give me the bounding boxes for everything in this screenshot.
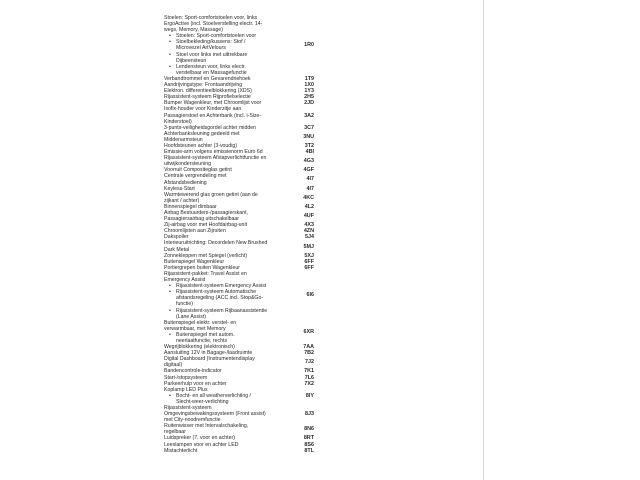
option-sub-item — [164, 393, 292, 405]
page-right-border — [483, 0, 484, 480]
option-description: Digital Dashboard (Instrumentendisplay digitaal) — [164, 356, 255, 369]
option-row — [164, 448, 314, 454]
option-code: 3C7 — [304, 124, 314, 131]
option-code: 5J4 — [305, 234, 314, 241]
option-row — [164, 320, 314, 344]
option-sub-item-text: Rijassistent-systeem Rijbaanassistentie (Lane Assist) — [176, 307, 268, 320]
option-code: 4GF — [303, 167, 314, 174]
option-row — [164, 405, 314, 423]
option-description: Hoofdsteunen achter (3-voudig) — [164, 142, 237, 149]
option-code: 7L6 — [304, 374, 314, 381]
option-description: Buitenspiegel Wagenkleur — [164, 258, 225, 265]
option-description: 3-punts-veiligheidsgordel achter midden — [164, 124, 256, 131]
option-code: 4I7 — [306, 176, 314, 183]
option-description: Rijassistent-systeem Omgevingsbewakingssysteem (Front assist) met City-noodremfunctie — [164, 405, 266, 424]
option-description: Bumper Wagenkleur, met Chroomlijst voor — [164, 100, 262, 107]
option-description: Voorruit Compositeglas getint — [164, 167, 232, 174]
option-code: 4L2 — [304, 203, 314, 210]
option-row — [164, 131, 314, 143]
option-code: 8J3 — [305, 411, 314, 418]
option-row — [164, 15, 314, 76]
option-description: Zonnekleppen met Spiegel (verlicht) — [164, 252, 248, 259]
option-description: Emissie-arm volgens emissienorm Euro 6d — [164, 149, 263, 156]
option-description: Buitenspiegel elektr. verstel- en verwarmbaar, met Memory — [164, 319, 237, 332]
option-sub-item — [164, 39, 292, 51]
option-description: Chroomlijsten aan Zijruiten — [164, 228, 226, 235]
option-description: Parkeerhulp voor en achter — [164, 380, 227, 387]
option-description: Verbandtrommel en Gevarendriehoek — [164, 75, 251, 82]
option-code: 1Y3 — [304, 88, 314, 95]
option-code: 4X3 — [304, 222, 314, 229]
option-code: 8IY — [305, 392, 314, 399]
option-sub-item-text: Bocht- en all weatherverlichting / Slecht-weer-verlichting — [176, 392, 251, 405]
option-description: Koplamp LED Plus — [164, 386, 208, 393]
option-sub-item-text: Stoelbekleding/kussens: Stof / Microvezel ArtVelours — [176, 39, 246, 52]
option-sub-item — [164, 332, 292, 344]
option-description: Dakspoiler — [164, 234, 189, 241]
option-code: 4UF — [303, 213, 314, 220]
option-sub-item — [164, 308, 292, 320]
option-sub-item-text: Stoelen: Sport-comfortstoelen voor — [176, 33, 257, 40]
bullet-icon: • — [169, 283, 171, 290]
option-description: Warmtewerend glas groen getint (aan de zijkant / achter) — [164, 191, 258, 204]
option-code: 8TL — [304, 447, 314, 454]
option-code: 7J2 — [305, 359, 314, 366]
option-description: Isofix-houder voor Kinderzitje aan Passagierstoel en Achterbank (incl. i-Size- Kinderstoel) — [164, 106, 262, 125]
option-sub-item-text: Rijassistent-systeem Emergency Assist — [176, 283, 267, 290]
option-code: 4BI — [305, 149, 314, 156]
option-code: 4G3 — [303, 158, 314, 165]
option-description: Aansluiting 12V in Bagage-/laadruimte — [164, 350, 253, 357]
bullet-icon: • — [169, 307, 171, 314]
option-sub-item — [164, 64, 292, 76]
option-code: 8S6 — [304, 441, 314, 448]
option-sub-item — [164, 289, 292, 307]
option-description: Mistachterlicht — [164, 447, 198, 454]
option-row — [164, 210, 314, 222]
option-code: 7AA — [303, 344, 314, 351]
option-description: Achterbanksleuning gedeeld met Middenarmsteun — [164, 130, 240, 143]
option-description: Stoelen: Sport-comfortstoelen voor, links ErgoActive (incl. Stoelverstelling electr. 14- wegs, Memory, Massage) — [164, 15, 263, 34]
option-code: 8RT — [303, 435, 314, 442]
option-description: Centrale vergrendeling met Afstandsbediening — [164, 173, 227, 186]
option-code: 4ZN — [303, 228, 314, 235]
option-code: 3NU — [303, 133, 314, 140]
option-code: 5XJ — [304, 252, 314, 259]
option-row — [164, 192, 314, 204]
option-code: 1R0 — [304, 42, 314, 49]
option-description: Rijassistent-pakket: Travel Assist en Emergency Assist — [164, 270, 247, 284]
option-code: 2JD — [304, 100, 314, 107]
option-code: 3T2 — [304, 142, 314, 149]
options-list — [164, 15, 314, 454]
option-code: 4I7 — [306, 185, 314, 192]
option-code: 6XR — [303, 328, 314, 335]
option-description: Aandrijvingstype: Frontaandrijving — [164, 82, 243, 89]
option-code: 3A2 — [304, 112, 314, 119]
option-description: Luidspreker (7, voor en achter) — [164, 435, 235, 442]
bullet-icon: • — [169, 51, 171, 58]
option-row — [164, 106, 314, 124]
option-description: Interieuruitrichting: Decordelen New Brushed Dark Metal — [164, 240, 268, 253]
option-code: 5MJ — [303, 243, 314, 250]
bullet-icon: • — [169, 331, 171, 338]
option-description: Keyless-Start — [164, 185, 195, 192]
option-description: Leeslampen voor en achter LED — [164, 441, 239, 448]
option-sub-item — [164, 52, 292, 64]
option-description: Binnenspiegel dimbaar — [164, 203, 217, 210]
option-code: 7K1 — [304, 368, 314, 375]
option-description: Ruitenwisser met Intervalschakeling, regelbaar — [164, 423, 249, 436]
option-row — [164, 387, 314, 405]
option-description: Elektron. differentieelblokkering (XDS) — [164, 88, 252, 95]
option-description: Airbag Bestuurders-/passagierskant, Passagiersairbag uitschakelbaar — [164, 210, 248, 223]
option-code: 7X2 — [304, 380, 314, 387]
option-description: Rijassistent-systeem Rijprofielselectie — [164, 94, 251, 101]
option-code: 2H5 — [304, 94, 314, 101]
option-description: Bandencontrole-indicator — [164, 368, 222, 375]
option-sub-item-text: Stoel voor links met uittrekbare Dijbeensteun — [176, 51, 248, 64]
bullet-icon: • — [169, 33, 171, 40]
bullet-icon: • — [169, 63, 171, 70]
option-sub-item-text: Lendensteun voor, links electr. verstelbaar en Massagefunctie — [176, 63, 247, 76]
option-row — [164, 240, 314, 252]
option-row — [164, 271, 314, 320]
option-row — [164, 356, 314, 368]
option-code: 4KC — [303, 194, 314, 201]
option-code: 6FF — [304, 258, 314, 265]
option-description: Start-/stopsysteem — [164, 374, 208, 381]
option-code: 1X0 — [304, 82, 314, 89]
option-row — [164, 173, 314, 185]
option-sub-item-text: Rijassistent-systeem Automatische afstandsregeling (ACC incl. Stop&Go- functie) — [176, 289, 264, 308]
option-row — [164, 423, 314, 435]
bullet-icon: • — [169, 289, 171, 296]
option-code: 7B2 — [304, 350, 314, 357]
option-description: Wegrijblokkering (elektronisch) — [164, 344, 235, 351]
option-code: 6FF — [304, 264, 314, 271]
option-description: Portiergrepen buiten Wagenkleur — [164, 264, 240, 271]
option-row — [164, 155, 314, 167]
option-code: 6I6 — [306, 292, 314, 299]
bullet-icon: • — [169, 392, 171, 399]
option-description: Rijassistent-systeem Afstapverlichtfunctie en uitwijkondersteuning — [164, 155, 267, 168]
option-code: 1T9 — [304, 75, 314, 82]
option-code: 8N6 — [304, 426, 314, 433]
bullet-icon: • — [169, 39, 171, 46]
option-sub-item-text: Buitenspiegel met autom. neerlaatfunctie, rechts — [176, 331, 235, 344]
option-description: Zij-airbag voor met Hoofdairbag-unit — [164, 222, 248, 229]
